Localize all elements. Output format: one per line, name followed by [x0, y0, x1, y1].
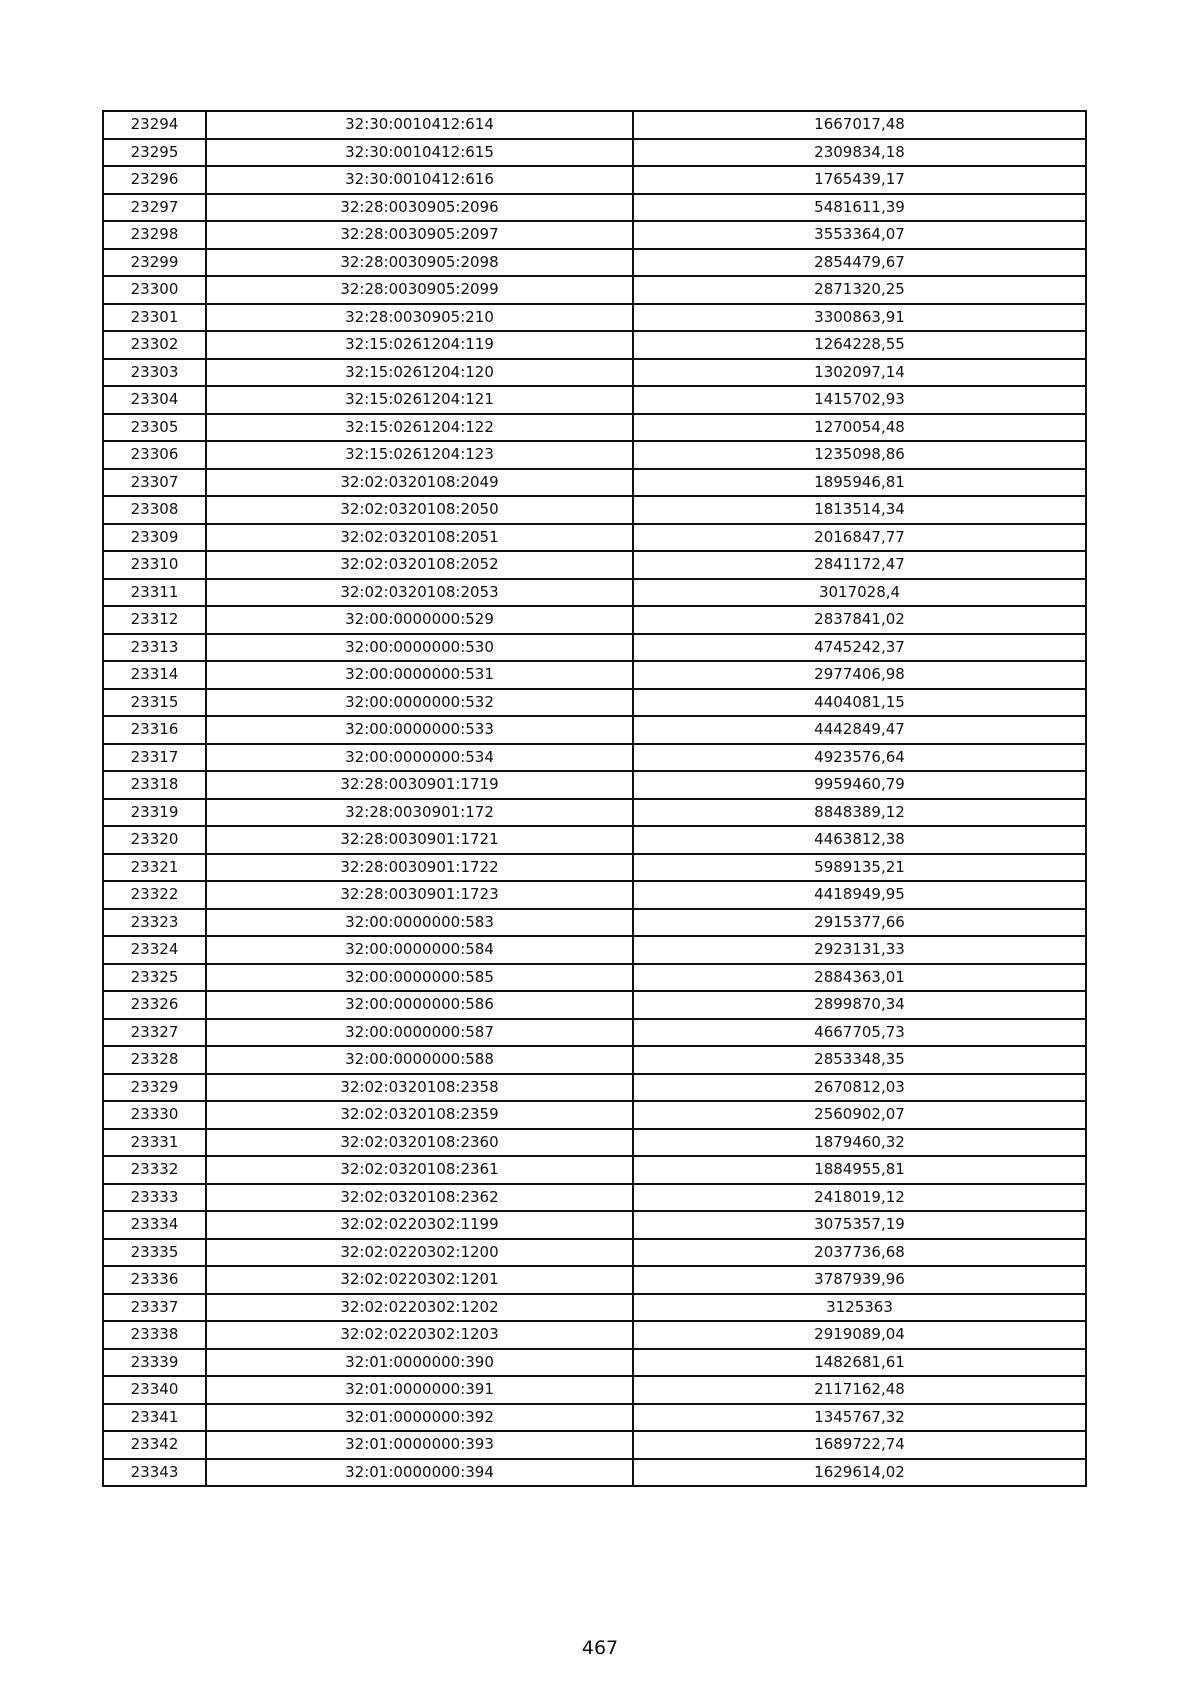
cadastral-number-cell: 32:28:0030901:1722 — [206, 854, 633, 882]
cadastral-value-cell: 1345767,32 — [633, 1404, 1086, 1432]
cadastral-value-cell: 2037736,68 — [633, 1239, 1086, 1267]
cadastral-value-cell: 2899870,34 — [633, 991, 1086, 1019]
table-row — [103, 799, 1086, 827]
row-index-cell: 23320 — [103, 826, 206, 854]
cadastral-value-cell: 2871320,25 — [633, 276, 1086, 304]
table-row — [103, 1404, 1086, 1432]
table-row — [103, 469, 1086, 497]
row-index-cell: 23319 — [103, 799, 206, 827]
cadastral-number-cell: 32:28:0030905:210 — [206, 304, 633, 332]
table-row — [103, 359, 1086, 387]
row-index-cell: 23325 — [103, 964, 206, 992]
cadastral-value-cell: 1689722,74 — [633, 1431, 1086, 1459]
row-index-cell: 23327 — [103, 1019, 206, 1047]
cadastral-number-cell: 32:02:0320108:2051 — [206, 524, 633, 552]
cadastral-value-cell: 2977406,98 — [633, 661, 1086, 689]
table-row — [103, 1101, 1086, 1129]
cadastral-value-cell: 4418949,95 — [633, 881, 1086, 909]
table-row — [103, 1019, 1086, 1047]
table-row — [103, 139, 1086, 167]
cadastral-value-cell: 2117162,48 — [633, 1376, 1086, 1404]
cadastral-value-cell: 1629614,02 — [633, 1459, 1086, 1487]
row-index-cell: 23305 — [103, 414, 206, 442]
cadastral-number-cell: 32:28:0030905:2098 — [206, 249, 633, 277]
table-row — [103, 524, 1086, 552]
row-index-cell: 23297 — [103, 194, 206, 222]
row-index-cell: 23296 — [103, 166, 206, 194]
row-index-cell: 23329 — [103, 1074, 206, 1102]
cadastral-number-cell: 32:00:0000000:529 — [206, 606, 633, 634]
cadastral-value-cell: 2884363,01 — [633, 964, 1086, 992]
cadastral-value-cell: 5481611,39 — [633, 194, 1086, 222]
cadastral-value-cell: 2919089,04 — [633, 1321, 1086, 1349]
row-index-cell: 23311 — [103, 579, 206, 607]
cadastral-value-cell: 3553364,07 — [633, 221, 1086, 249]
row-index-cell: 23314 — [103, 661, 206, 689]
row-index-cell: 23331 — [103, 1129, 206, 1157]
cadastral-value-cell: 4404081,15 — [633, 689, 1086, 717]
table-row — [103, 964, 1086, 992]
row-index-cell: 23322 — [103, 881, 206, 909]
row-index-cell: 23307 — [103, 469, 206, 497]
cadastral-number-cell: 32:00:0000000:534 — [206, 744, 633, 772]
cadastral-value-cell: 3017028,4 — [633, 579, 1086, 607]
cadastral-number-cell: 32:28:0030905:2099 — [206, 276, 633, 304]
row-index-cell: 23295 — [103, 139, 206, 167]
table-row — [103, 1211, 1086, 1239]
cadastral-number-cell: 32:00:0000000:532 — [206, 689, 633, 717]
cadastral-number-cell: 32:15:0261204:119 — [206, 331, 633, 359]
cadastral-number-cell: 32:30:0010412:615 — [206, 139, 633, 167]
cadastral-number-cell: 32:02:0220302:1203 — [206, 1321, 633, 1349]
cadastral-value-cell: 2915377,66 — [633, 909, 1086, 937]
cadastral-number-cell: 32:02:0320108:2360 — [206, 1129, 633, 1157]
cadastral-number-cell: 32:00:0000000:583 — [206, 909, 633, 937]
table-row — [103, 936, 1086, 964]
row-index-cell: 23303 — [103, 359, 206, 387]
cadastral-value-cell: 1264228,55 — [633, 331, 1086, 359]
table-body — [103, 111, 1086, 1486]
cadastral-number-cell: 32:28:0030901:1721 — [206, 826, 633, 854]
cadastral-number-cell: 32:02:0320108:2362 — [206, 1184, 633, 1212]
cadastral-number-cell: 32:00:0000000:587 — [206, 1019, 633, 1047]
cadastral-number-cell: 32:15:0261204:123 — [206, 441, 633, 469]
table-row — [103, 661, 1086, 689]
row-index-cell: 23299 — [103, 249, 206, 277]
table-row — [103, 606, 1086, 634]
cadastral-value-cell: 2841172,47 — [633, 551, 1086, 579]
cadastral-number-cell: 32:02:0320108:2359 — [206, 1101, 633, 1129]
cadastral-value-cell: 2309834,18 — [633, 139, 1086, 167]
cadastral-number-cell: 32:02:0220302:1200 — [206, 1239, 633, 1267]
cadastral-value-cell: 2854479,67 — [633, 249, 1086, 277]
cadastral-number-cell: 32:01:0000000:393 — [206, 1431, 633, 1459]
cadastral-number-cell: 32:00:0000000:586 — [206, 991, 633, 1019]
row-index-cell: 23324 — [103, 936, 206, 964]
cadastral-value-cell: 4442849,47 — [633, 716, 1086, 744]
cadastral-value-cell: 2418019,12 — [633, 1184, 1086, 1212]
cadastral-number-cell: 32:02:0320108:2050 — [206, 496, 633, 524]
table-row — [103, 1266, 1086, 1294]
table-row — [103, 276, 1086, 304]
row-index-cell: 23332 — [103, 1156, 206, 1184]
cadastral-value-cell: 2837841,02 — [633, 606, 1086, 634]
table-row — [103, 194, 1086, 222]
table-row — [103, 1376, 1086, 1404]
cadastral-value-table — [102, 110, 1087, 1487]
table-row — [103, 441, 1086, 469]
cadastral-number-cell: 32:28:0030901:1723 — [206, 881, 633, 909]
row-index-cell: 23338 — [103, 1321, 206, 1349]
table-row — [103, 771, 1086, 799]
table-row — [103, 386, 1086, 414]
cadastral-value-cell: 4745242,37 — [633, 634, 1086, 662]
table-row — [103, 1321, 1086, 1349]
cadastral-value-cell: 4923576,64 — [633, 744, 1086, 772]
row-index-cell: 23313 — [103, 634, 206, 662]
row-index-cell: 23328 — [103, 1046, 206, 1074]
table-row — [103, 1046, 1086, 1074]
cadastral-value-cell: 3075357,19 — [633, 1211, 1086, 1239]
table-row — [103, 689, 1086, 717]
row-index-cell: 23339 — [103, 1349, 206, 1377]
cadastral-value-cell: 1813514,34 — [633, 496, 1086, 524]
row-index-cell: 23341 — [103, 1404, 206, 1432]
cadastral-number-cell: 32:15:0261204:122 — [206, 414, 633, 442]
cadastral-number-cell: 32:02:0220302:1201 — [206, 1266, 633, 1294]
table-row — [103, 1349, 1086, 1377]
table-row — [103, 909, 1086, 937]
cadastral-value-cell: 1667017,48 — [633, 111, 1086, 139]
cadastral-number-cell: 32:02:0220302:1199 — [206, 1211, 633, 1239]
table-row — [103, 331, 1086, 359]
cadastral-value-cell: 4463812,38 — [633, 826, 1086, 854]
cadastral-value-cell: 3787939,96 — [633, 1266, 1086, 1294]
row-index-cell: 23308 — [103, 496, 206, 524]
row-index-cell: 23306 — [103, 441, 206, 469]
cadastral-number-cell: 32:02:0320108:2052 — [206, 551, 633, 579]
table-row — [103, 1074, 1086, 1102]
cadastral-value-cell: 1270054,48 — [633, 414, 1086, 442]
cadastral-value-cell: 1765439,17 — [633, 166, 1086, 194]
table-row — [103, 716, 1086, 744]
table-row — [103, 304, 1086, 332]
table-row — [103, 991, 1086, 1019]
cadastral-value-cell: 1302097,14 — [633, 359, 1086, 387]
cadastral-number-cell: 32:00:0000000:588 — [206, 1046, 633, 1074]
row-index-cell: 23294 — [103, 111, 206, 139]
row-index-cell: 23330 — [103, 1101, 206, 1129]
cadastral-number-cell: 32:02:0320108:2053 — [206, 579, 633, 607]
row-index-cell: 23315 — [103, 689, 206, 717]
cadastral-number-cell: 32:01:0000000:390 — [206, 1349, 633, 1377]
table-row — [103, 1239, 1086, 1267]
cadastral-value-cell: 3300863,91 — [633, 304, 1086, 332]
table-row — [103, 1459, 1086, 1487]
table-row — [103, 634, 1086, 662]
cadastral-number-cell: 32:02:0220302:1202 — [206, 1294, 633, 1322]
cadastral-value-cell: 3125363 — [633, 1294, 1086, 1322]
cadastral-value-cell: 1895946,81 — [633, 469, 1086, 497]
cadastral-value-cell: 1884955,81 — [633, 1156, 1086, 1184]
row-index-cell: 23304 — [103, 386, 206, 414]
cadastral-value-cell: 2016847,77 — [633, 524, 1086, 552]
cadastral-number-cell: 32:02:0320108:2358 — [206, 1074, 633, 1102]
row-index-cell: 23310 — [103, 551, 206, 579]
cadastral-value-cell: 8848389,12 — [633, 799, 1086, 827]
cadastral-number-cell: 32:01:0000000:391 — [206, 1376, 633, 1404]
cadastral-number-cell: 32:28:0030901:172 — [206, 799, 633, 827]
cadastral-number-cell: 32:15:0261204:120 — [206, 359, 633, 387]
cadastral-number-cell: 32:00:0000000:585 — [206, 964, 633, 992]
row-index-cell: 23343 — [103, 1459, 206, 1487]
row-index-cell: 23301 — [103, 304, 206, 332]
table-row — [103, 551, 1086, 579]
table-row — [103, 414, 1086, 442]
cadastral-number-cell: 32:30:0010412:616 — [206, 166, 633, 194]
cadastral-value-cell: 2560902,07 — [633, 1101, 1086, 1129]
table-row — [103, 826, 1086, 854]
cadastral-number-cell: 32:30:0010412:614 — [206, 111, 633, 139]
row-index-cell: 23336 — [103, 1266, 206, 1294]
row-index-cell: 23309 — [103, 524, 206, 552]
row-index-cell: 23317 — [103, 744, 206, 772]
row-index-cell: 23335 — [103, 1239, 206, 1267]
row-index-cell: 23333 — [103, 1184, 206, 1212]
row-index-cell: 23323 — [103, 909, 206, 937]
row-index-cell: 23342 — [103, 1431, 206, 1459]
table-row — [103, 1294, 1086, 1322]
cadastral-number-cell: 32:00:0000000:530 — [206, 634, 633, 662]
cadastral-number-cell: 32:00:0000000:584 — [206, 936, 633, 964]
cadastral-number-cell: 32:28:0030905:2096 — [206, 194, 633, 222]
page-number: 467 — [581, 1637, 619, 1659]
cadastral-number-cell: 32:28:0030901:1719 — [206, 771, 633, 799]
row-index-cell: 23337 — [103, 1294, 206, 1322]
cadastral-value-cell: 1482681,61 — [633, 1349, 1086, 1377]
table-row — [103, 854, 1086, 882]
cadastral-value-cell: 2670812,03 — [633, 1074, 1086, 1102]
cadastral-number-cell: 32:00:0000000:531 — [206, 661, 633, 689]
row-index-cell: 23316 — [103, 716, 206, 744]
row-index-cell: 23298 — [103, 221, 206, 249]
table-row — [103, 1156, 1086, 1184]
table-row — [103, 1184, 1086, 1212]
cadastral-value-cell: 1415702,93 — [633, 386, 1086, 414]
table-row — [103, 111, 1086, 139]
table-row — [103, 496, 1086, 524]
cadastral-number-cell: 32:01:0000000:392 — [206, 1404, 633, 1432]
row-index-cell: 23312 — [103, 606, 206, 634]
cadastral-value-cell: 5989135,21 — [633, 854, 1086, 882]
row-index-cell: 23334 — [103, 1211, 206, 1239]
row-index-cell: 23326 — [103, 991, 206, 1019]
cadastral-number-cell: 32:00:0000000:533 — [206, 716, 633, 744]
cadastral-value-cell: 2853348,35 — [633, 1046, 1086, 1074]
table-row — [103, 881, 1086, 909]
table-row — [103, 166, 1086, 194]
cadastral-value-cell: 4667705,73 — [633, 1019, 1086, 1047]
cadastral-number-cell: 32:02:0320108:2049 — [206, 469, 633, 497]
row-index-cell: 23300 — [103, 276, 206, 304]
cadastral-value-cell: 9959460,79 — [633, 771, 1086, 799]
row-index-cell: 23302 — [103, 331, 206, 359]
cadastral-number-cell: 32:01:0000000:394 — [206, 1459, 633, 1487]
cadastral-number-cell: 32:15:0261204:121 — [206, 386, 633, 414]
row-index-cell: 23318 — [103, 771, 206, 799]
table-row — [103, 221, 1086, 249]
table-row — [103, 249, 1086, 277]
cadastral-value-cell: 1879460,32 — [633, 1129, 1086, 1157]
table-row — [103, 1431, 1086, 1459]
cadastral-value-cell: 2923131,33 — [633, 936, 1086, 964]
row-index-cell: 23340 — [103, 1376, 206, 1404]
table-row — [103, 744, 1086, 772]
cadastral-value-cell: 1235098,86 — [633, 441, 1086, 469]
cadastral-number-cell: 32:02:0320108:2361 — [206, 1156, 633, 1184]
cadastral-number-cell: 32:28:0030905:2097 — [206, 221, 633, 249]
table-row — [103, 1129, 1086, 1157]
table-row — [103, 579, 1086, 607]
row-index-cell: 23321 — [103, 854, 206, 882]
